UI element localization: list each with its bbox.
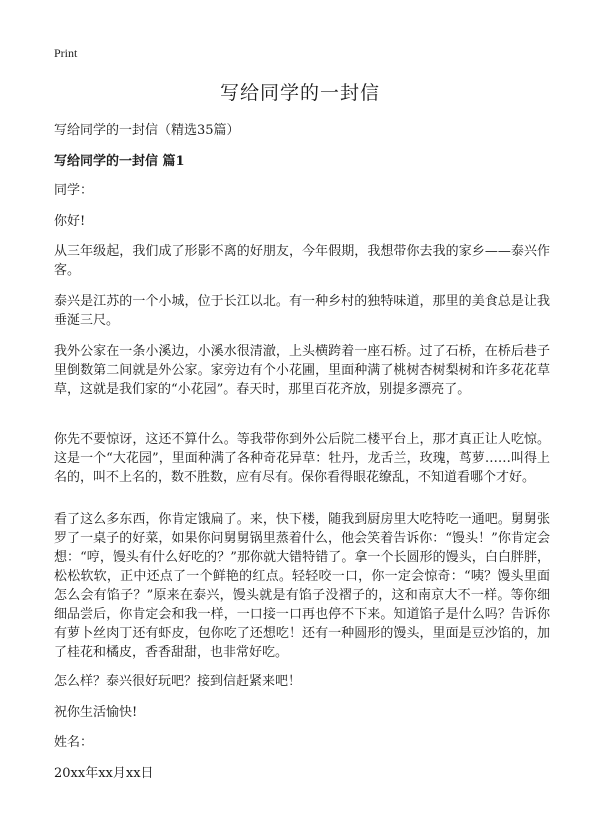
section-heading: 写给同学的一封信 篇1	[54, 154, 185, 169]
print-link[interactable]: Print	[54, 46, 78, 60]
closing: 祝你生活愉快!	[54, 705, 138, 720]
subtitle: 写给同学的一封信（精选35篇）	[54, 123, 240, 138]
paragraph-2: 泰兴是江苏的一个小城，位于长江以北。有一种乡村的独特味道，那里的美食总是让我垂涎三尺。	[54, 294, 550, 328]
page-title: 写给同学的一封信	[219, 82, 380, 104]
paragraph-5: 看了这么多东西，你肯定饿扁了。来，快下楼，随我到厨房里大吃特吃一通吧。舅舅张罗了一桌子的好菜，如果你问舅舅锅里蒸着什么，他会笑着告诉你：“馒头！”你肯定会想：“哼，馒头有什么好吃的？”那你就大错特错了。拿一个长圆形的馒头，白白胖胖，松松软软，正中还点了一个鲜艳的红点。轻轻咬一口，你一定会惊奇：“咦？馒头里面怎么会有馅子？”原来在泰兴，馒头就是有馅子没褶子的，这和南京大不一样。等你细细品尝后，你肯定会和我一样，一口接一口再也停不下来。知道馅子是什么吗？告诉你有萝卜丝肉丁还有虾皮，包你吃了还想吃！还有一种圆形的馒头，里面是豆沙馅的，加了桂花和橘皮，香香甜甜，也非常好吃。	[54, 512, 550, 660]
date: 20xx年xx月xx日	[54, 766, 154, 781]
paragraph-3: 我外公家在一条小溪边，小溪水很清澈，上头横跨着一座石桥。过了石桥，在桥后巷子里倒数第二间就是外公家。家旁边有个小花圃，里面种满了桃树杏树梨树和许多花花草草，这就是我们家的“小花园”。春天时，那里百花齐放，别提多漂亮了。	[54, 344, 550, 397]
hello: 你好!	[54, 214, 86, 229]
signature-label: 姓名：	[54, 735, 94, 750]
paragraph-1: 从三年级起，我们成了形影不离的好朋友，今年假期，我想带你去我的家乡——泰兴作客。	[54, 244, 550, 278]
paragraph-6: 怎么样？泰兴很好玩吧？接到信赶紧来吧！	[54, 674, 302, 689]
paragraph-4: 你先不要惊讶，这还不算什么。等我带你到外公后院二楼平台上，那才真正让人吃惊。这是一个“大花园”，里面种满了各种奇花异草：牡丹，龙舌兰，玫瑰，茑萝……叫得上名的，叫不上名的，数不胜数，应有尽有。保你看得眼花缭乱，不知道看哪个才好。	[54, 432, 550, 485]
greeting: 同学：	[54, 183, 94, 198]
